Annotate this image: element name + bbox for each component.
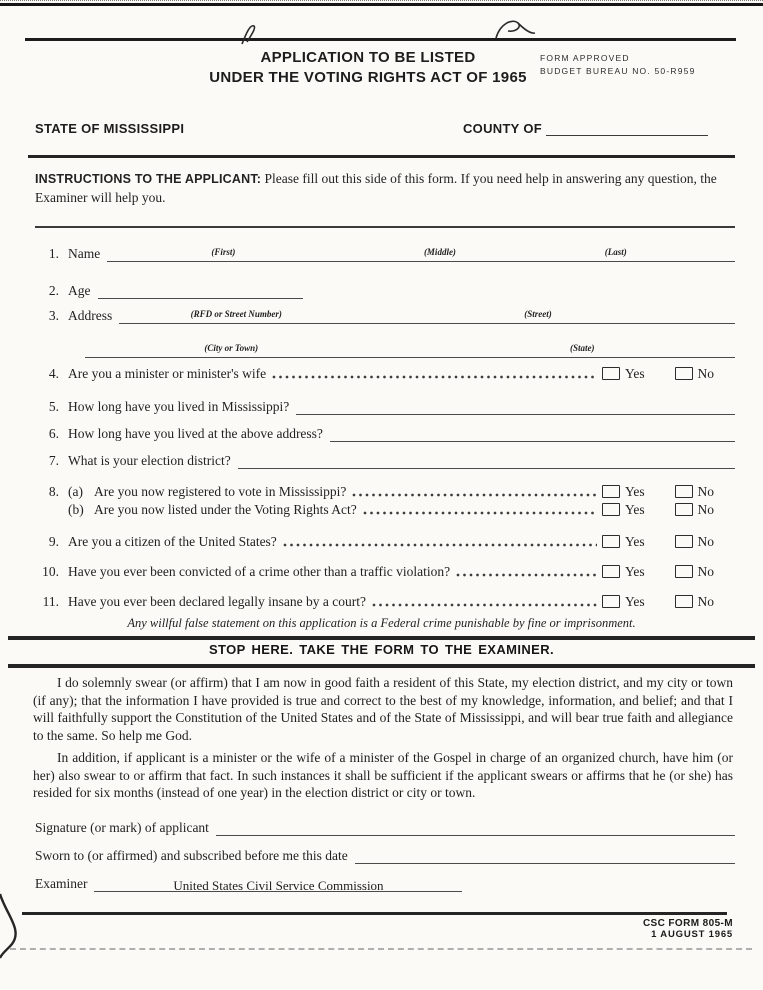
checkbox-q4-yes[interactable]: [602, 367, 620, 380]
sublabel-rfd: (RFD or Street Number): [190, 309, 282, 319]
signature-input-line[interactable]: [216, 819, 735, 836]
item-number: 4.: [48, 366, 59, 381]
form-identifier: [643, 918, 733, 940]
yes-label: Yes: [625, 501, 645, 517]
item-number: 8.: [48, 484, 59, 499]
header-divider-rule: [28, 155, 735, 158]
sworn-date-input-line[interactable]: [355, 847, 735, 864]
no-label: No: [697, 593, 714, 609]
yes-no-group: [602, 593, 714, 610]
address-input-line-2[interactable]: [85, 341, 735, 358]
dot-leader: [456, 566, 597, 579]
item-number: 3.: [48, 308, 59, 323]
state-county-row: [35, 120, 708, 136]
dot-leader: [272, 368, 597, 381]
approval-stamp: [540, 52, 750, 78]
county-label: COUNTY OF: [462, 121, 542, 136]
form-item-name: [35, 244, 735, 262]
sublabel-street: (Street): [524, 309, 552, 319]
oath-paragraph-1: I do solemnly swear (or affirm) that I am now in good faith a resident of this State, my election district, and my city or town (if any); that the information I have provided is true and correct to the best of my knowledge, information, and belief; and that I will faithfully support the Constitution of the United States and of the State of Mississippi, and will bear true faith and allegiance to the same. So help me God.: [33, 675, 733, 743]
sublabel-state: (State): [570, 343, 595, 353]
yes-label: Yes: [625, 533, 645, 549]
item-number: 11.: [42, 594, 59, 609]
checkbox-q9-no[interactable]: [675, 535, 693, 548]
checkbox-q8b-no[interactable]: [675, 503, 693, 516]
form-item-registered-vote: [35, 482, 735, 500]
form-item-lived-mississippi: [35, 397, 735, 415]
question-text: Are you a minister or minister's wife: [68, 366, 267, 381]
sublabel-first: (First): [211, 247, 236, 257]
checkbox-q11-no[interactable]: [675, 595, 693, 608]
page-top-edge-line: [0, 3, 763, 6]
item-number: 1.: [48, 246, 59, 261]
election-district-input-line[interactable]: [238, 452, 735, 469]
form-item-address-line2: [85, 340, 735, 358]
scan-artifact-squiggle-icon: [238, 20, 264, 46]
yes-no-group: [602, 501, 714, 518]
scan-artifact-page-curl-icon: [0, 892, 31, 962]
question-text: Are you now registered to vote in Mississippi?: [94, 484, 347, 499]
yes-label: Yes: [625, 593, 645, 609]
no-label: No: [697, 365, 714, 381]
dot-leader: [363, 504, 597, 517]
commission-label: United States Civil Service Commission: [173, 878, 384, 893]
sworn-date-row: [35, 846, 735, 864]
yes-no-group: [602, 563, 714, 580]
stop-banner-top-rule: [8, 636, 755, 640]
state-label: STATE OF MISSISSIPPI: [35, 121, 185, 136]
checkbox-q8b-yes[interactable]: [602, 503, 620, 516]
false-statement-warning: Any willful false statement on this application is a Federal crime punishable by fine or imprisonment.: [127, 616, 636, 630]
instructions-divider-rule: [35, 226, 735, 228]
county-input-line[interactable]: [546, 120, 708, 136]
form-title-line1: APPLICATION TO BE LISTED: [260, 49, 476, 66]
form-item-minister: [35, 364, 735, 382]
item-letter: (a): [68, 484, 83, 499]
examiner-row: [35, 874, 735, 892]
item-number: 2.: [48, 283, 59, 298]
form-item-lived-address: [35, 424, 735, 442]
checkbox-q8a-yes[interactable]: [602, 485, 620, 498]
dot-leader: [372, 596, 597, 609]
form-date: 1 AUGUST 1965: [651, 929, 733, 940]
item-number: 6.: [48, 426, 59, 441]
sublabel-middle: (Middle): [423, 247, 456, 257]
checkbox-q9-yes[interactable]: [602, 535, 620, 548]
yes-no-group: [602, 365, 714, 382]
item-number: 7.: [48, 453, 59, 468]
question-text: Have you ever been declared legally insane by a court?: [68, 594, 366, 609]
form-item-age: [35, 281, 735, 299]
instructions-body: Please fill out this side of this form. If you need help in answering any question, the Examiner will help you.: [35, 171, 717, 205]
lived-mississippi-input-line[interactable]: [296, 398, 735, 415]
form-item-legally-insane: [35, 592, 735, 610]
oath-paragraph-2: In addition, if applicant is a minister or the wife of a minister of the Gospel in charge of an organized church, have him (or her) also swear to or affirm that fact. In such instances it shall be sufficient if the applicant swears or affirms that he (or she) has resided for six months (instead of one year) in the election district or city or town.: [33, 750, 733, 800]
instructions-heading: INSTRUCTIONS TO THE APPLICANT:: [35, 172, 262, 186]
no-label: No: [697, 483, 714, 499]
stop-banner: STOP HERE. TAKE THE FORM TO THE EXAMINER.: [208, 642, 555, 657]
signature-row: [35, 818, 735, 836]
form-item-citizen: [35, 532, 735, 550]
yes-no-group: [602, 533, 714, 550]
dot-leader: [283, 536, 597, 549]
item-number: 5.: [48, 399, 59, 414]
checkbox-q11-yes[interactable]: [602, 595, 620, 608]
question-text: Have you ever been convicted of a crime other than a traffic violation?: [68, 564, 451, 579]
dot-leader: [352, 486, 597, 499]
scan-edge-dots: [0, 0, 763, 1]
form-item-crime-conviction: [35, 562, 735, 580]
checkbox-q4-no[interactable]: [675, 367, 693, 380]
question-text: Are you now listed under the Voting Rights Act?: [94, 502, 357, 517]
stop-banner-bottom-rule: [8, 664, 755, 668]
checkbox-q8a-no[interactable]: [675, 485, 693, 498]
scan-artifact-dashed-line: [10, 948, 752, 950]
form-top-border-rule: [25, 38, 736, 41]
item-number: 9.: [48, 534, 59, 549]
form-number: CSC FORM 805-M: [642, 918, 733, 929]
no-label: No: [697, 533, 714, 549]
question-text: Are you a citizen of the United States?: [68, 534, 277, 549]
approval-line1: FORM APPROVED: [540, 53, 630, 63]
item-letter: (b): [68, 502, 84, 517]
name-input-line[interactable]: [107, 245, 735, 262]
age-input-line[interactable]: [98, 282, 303, 299]
sublabel-last: (Last): [604, 247, 627, 257]
checkbox-q10-no[interactable]: [675, 565, 693, 578]
no-label: No: [697, 501, 714, 517]
item-label: Address: [68, 308, 113, 323]
item-number: 10.: [42, 564, 59, 579]
examiner-label: Examiner: [35, 876, 88, 891]
question-text: What is your election district?: [68, 453, 231, 468]
yes-no-group: [602, 483, 714, 500]
item-label: Age: [68, 283, 91, 298]
no-label: No: [697, 563, 714, 579]
lived-address-input-line[interactable]: [330, 425, 735, 442]
form-title-line2: UNDER THE VOTING RIGHTS ACT OF 1965: [209, 69, 527, 86]
signature-label: Signature (or mark) of applicant: [35, 820, 209, 835]
form-item-election-district: [35, 451, 735, 469]
footer-rule: [22, 912, 727, 915]
sublabel-city: (City or Town): [204, 343, 259, 353]
form-item-listed-vra: [35, 500, 735, 518]
question-text: How long have you lived at the above address?: [68, 426, 323, 441]
approval-line2: BUDGET BUREAU NO. 50-R959: [540, 66, 696, 76]
address-input-line[interactable]: [119, 307, 735, 324]
yes-label: Yes: [625, 483, 645, 499]
form-title: [168, 48, 568, 88]
instructions-block: [35, 170, 732, 206]
sworn-label: Sworn to (or affirmed) and subscribed before me this date: [35, 848, 348, 863]
item-label: Name: [68, 246, 101, 261]
yes-label: Yes: [625, 563, 645, 579]
form-item-address: [35, 306, 735, 324]
question-text: How long have you lived in Mississippi?: [68, 399, 290, 414]
checkbox-q10-yes[interactable]: [602, 565, 620, 578]
examiner-input-line[interactable]: [94, 875, 462, 892]
yes-label: Yes: [625, 365, 645, 381]
scan-artifact-curl-icon: [492, 16, 536, 42]
